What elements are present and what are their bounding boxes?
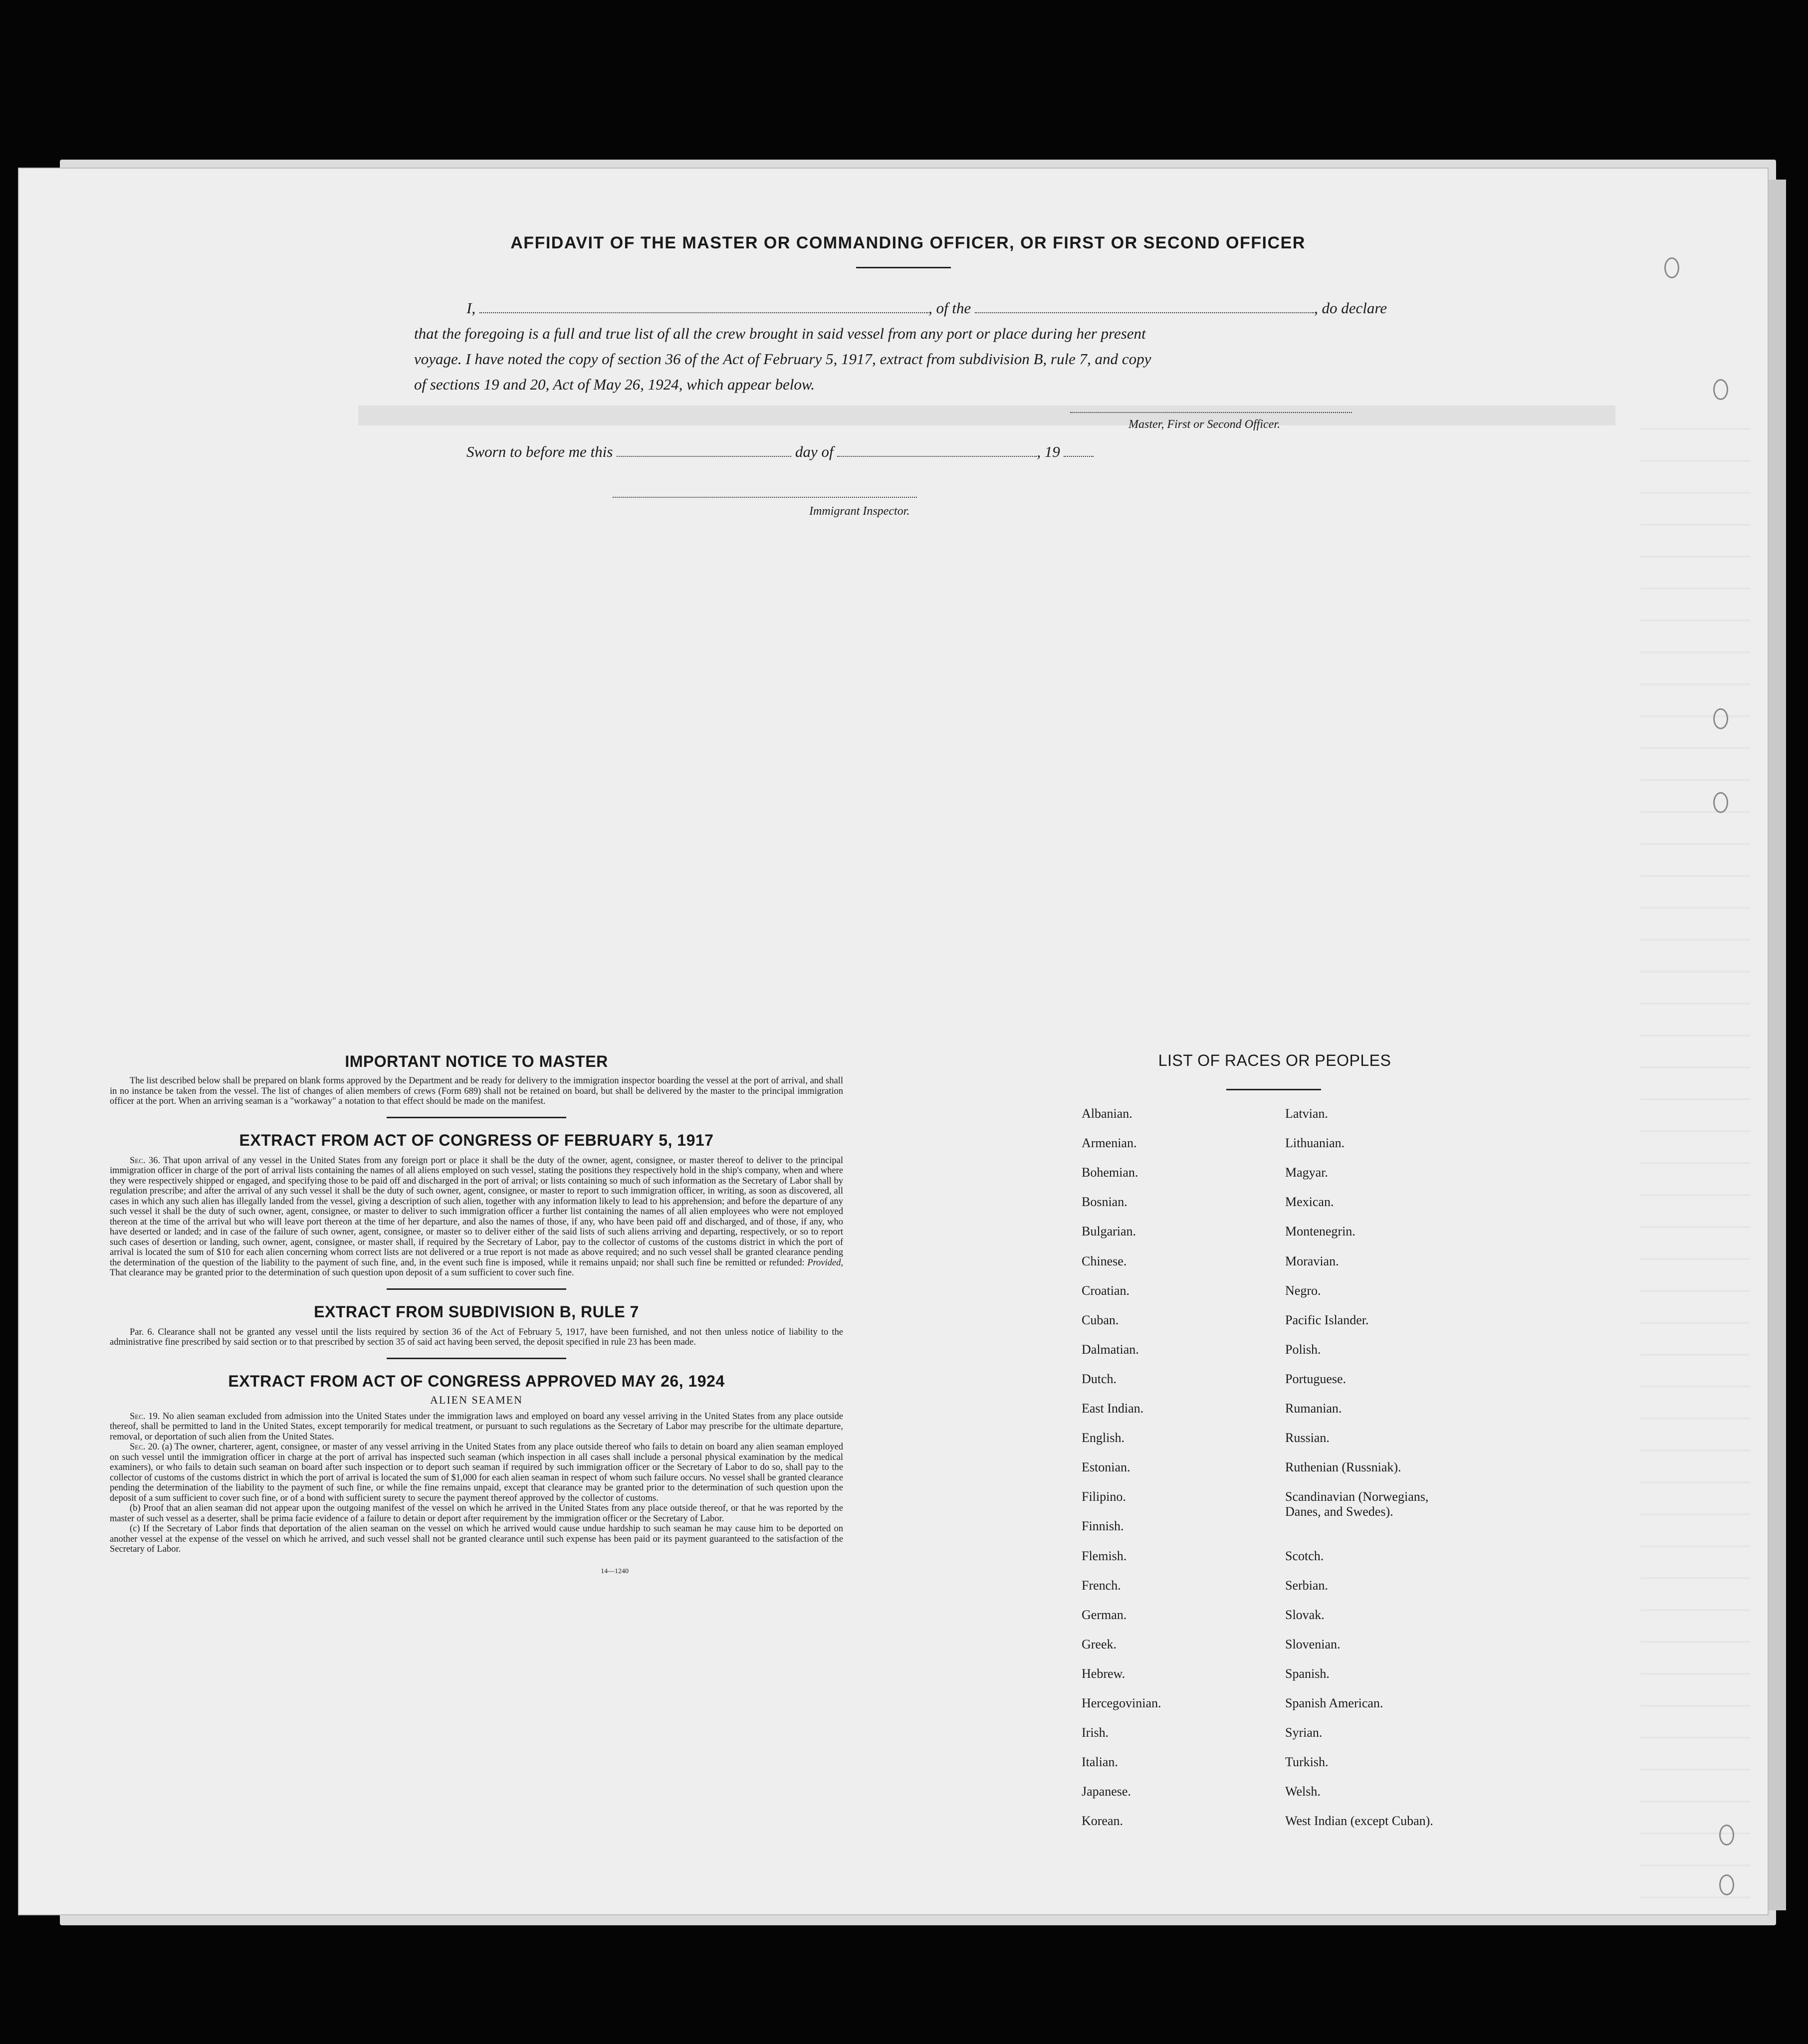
master-signature-line[interactable]: [1070, 412, 1352, 413]
race-item: Polish.: [1285, 1342, 1321, 1357]
race-item: Magyar.: [1285, 1165, 1328, 1180]
notice-body: The list described below shall be prepared on blank forms approved by the Department and be ready for delivery to the immigration inspector boarding the vessel at the port of arrival, and shall in no instance be taken from the vessel. The list of changes of alien members of crews (Form 689) shall not be retained on board, but shall be delivered by the master to the principal immigration officer at the port. When an arriving seaman is a "workaway" a notation to that effect should be made on the manifest.: [110, 1076, 843, 1106]
race-item: Bulgarian.: [1082, 1224, 1136, 1239]
alien-seamen-subtitle: ALIEN SEAMEN: [430, 1393, 523, 1406]
affidavit-line-4: of sections 19 and 20, Act of May 26, 1924, which appear below.: [414, 376, 815, 393]
extract-1917-body: [110, 1156, 843, 1278]
race-item: Syrian.: [1285, 1725, 1323, 1740]
race-item: Italian.: [1082, 1755, 1118, 1770]
race-item: Turkish.: [1285, 1755, 1329, 1770]
race-item: Montenegrin.: [1285, 1224, 1356, 1239]
binding-hole: [1713, 708, 1728, 729]
race-item: Finnish.: [1082, 1519, 1124, 1534]
declare-text: , do declare: [1314, 299, 1387, 317]
sec20c-body: (c) If the Secretary of Labor finds that deportation of the alien seaman on the vessel on which he arrived would cause undue hardship to such seaman he may cause him to be deported on another vessel at the expense of the vessel on which he arrived, and such vessel shall not be granted clearance until such expense has been paid or its payment guaranteed to the satisfaction of the Secretary of Labor.: [110, 1524, 843, 1554]
affidavit-line-1: [414, 295, 1387, 321]
race-item: French.: [1082, 1578, 1121, 1593]
race-item: Hebrew.: [1082, 1666, 1126, 1681]
affidavit-line-3: voyage. I have noted the copy of section 36 of the Act of February 5, 1917, extract from subdivision B, rule 7, and copy: [414, 350, 1151, 368]
race-item: Albanian.: [1082, 1106, 1132, 1121]
race-item: Filipino.: [1082, 1489, 1126, 1504]
year-prefix: , 19: [1037, 443, 1060, 460]
sec36-label: Sec. 36.: [130, 1155, 160, 1166]
race-item: Russian.: [1285, 1431, 1330, 1445]
title-underline: [856, 267, 951, 268]
proviso-word: Provided,: [807, 1257, 843, 1268]
race-item: Dutch.: [1082, 1371, 1117, 1386]
binding-hole: [1713, 379, 1728, 400]
race-item: East Indian.: [1082, 1401, 1144, 1416]
race-item: Chinese.: [1082, 1253, 1127, 1268]
race-item: Scandinavian (Norwegians, Danes, and Swedes).: [1285, 1489, 1429, 1519]
affidavit-title: AFFIDAVIT OF THE MASTER OR COMMANDING OFFICER, OR FIRST OR SECOND OFFICER: [510, 233, 1306, 252]
race-item: Welsh.: [1285, 1784, 1321, 1799]
inspector-signature-line[interactable]: [613, 497, 917, 498]
extract-1924-title: EXTRACT FROM ACT OF CONGRESS APPROVED MAY 26, 1924: [228, 1372, 725, 1390]
race-item: German.: [1082, 1607, 1127, 1622]
sec19-label: Sec. 19.: [130, 1411, 160, 1422]
affidavit-page: [19, 169, 1768, 1914]
race-item: Armenian.: [1082, 1136, 1137, 1151]
notice-column: [110, 1052, 843, 1576]
section-divider: [387, 1358, 566, 1359]
race-item: Estonian.: [1082, 1460, 1130, 1475]
race-item: Irish.: [1082, 1725, 1109, 1740]
section-divider: [387, 1288, 566, 1290]
race-item: Slovak.: [1285, 1607, 1325, 1622]
sec20a-text: (a) The owner, charterer, agent, consignee, or master of any vessel arriving in the United States from any place outside thereof who fails to detain on board any alien seaman employed on such vessel until the immigration officer in charge at the port of arrival has inspected such seaman (which inspection in all cases shall include a personal physical examination by the medical examiners), or who fails to detain such seaman on board after such inspection or to deport such seaman if required by such immigration officer or the Secretary of Labor to do so, shall pay to the collector of customs of the customs district in which the port of arrival is located the sum of $1,000 for each alien seaman in respect of whom such failure occurs. No vessel shall be granted clearance pending the determination of the liability to the payment of such fine, or while the fine remains unpaid, except that clearance may be granted prior to the determination of such question upon the deposit of a sum sufficient to cover such fine, or of a bond with sufficient surety to secure the payment thereof approved by the collector of customs.: [110, 1442, 843, 1503]
race-item: Dalmatian.: [1082, 1342, 1139, 1357]
sec20a-body: [110, 1442, 843, 1503]
section-divider: [387, 1117, 566, 1118]
declarant-prefix: I,: [466, 299, 476, 317]
races-title-underline: [1226, 1089, 1321, 1090]
sec20b-body: (b) Proof that an alien seaman did not appear upon the outgoing manifest of the vessel on which he arrived in the United States from any place outside thereof, or that he was reported by the master of such vessel as a deserter, shall be prima facie evidence of a failure to detain or deport after requirement by the immigration officer or the Secretary of Labor.: [110, 1503, 843, 1524]
bleed-through-header: [358, 406, 1615, 425]
master-caption: Master, First or Second Officer.: [1129, 418, 1280, 431]
race-item: Korean.: [1082, 1814, 1124, 1829]
race-item: Serbian.: [1285, 1578, 1328, 1593]
race-item: West Indian (except Cuban).: [1285, 1814, 1433, 1829]
race-item: Mexican.: [1285, 1195, 1334, 1210]
sec19-text: No alien seaman excluded from admission into the United States under the immigration laws and employed on board any vessel arriving in the United States from any place outside thereof, shall be permitted to land in the United States, except temporarily for medical treatment, or pursuant to such regulations as the Secretary of Labor may prescribe for the ultimate departure, removal, or deportation of such alien from the United States.: [110, 1411, 843, 1442]
day-of-label: day of: [795, 443, 834, 460]
sworn-year-field[interactable]: [1064, 443, 1094, 457]
race-item: Pacific Islander.: [1285, 1312, 1369, 1327]
race-item: Flemish.: [1082, 1548, 1127, 1563]
race-item: Bosnian.: [1082, 1195, 1128, 1210]
rule7-title: EXTRACT FROM SUBDIVISION B, RULE 7: [314, 1302, 639, 1321]
race-item: Croatian.: [1082, 1283, 1130, 1298]
race-item: Portuguese.: [1285, 1371, 1347, 1386]
affidavit-line-2: that the foregoing is a full and true list of all the crew brought in said vessel from any port or place during her present: [414, 325, 1146, 342]
sworn-prefix: Sworn to before me this: [466, 443, 613, 460]
race-item: Spanish American.: [1285, 1696, 1383, 1710]
rule7-body: Par. 6. Clearance shall not be granted any vessel until the lists required by section 36 of the Act of February 5, 1917, have been furnished, and not then unless notice of liability to the administrative fine prescribed by said section or to that prescribed by section 35 of said act having been served, the deposit specified in rule 23 has been made.: [110, 1327, 843, 1347]
race-item: Japanese.: [1082, 1784, 1131, 1799]
sec36-text: That upon arrival of any vessel in the United States from any foreign port or place it shall be the duty of the owner, agent, consignee, or master thereof to deliver to the principal immigration officer in charge of the port of arrival lists containing the names of all aliens employed on such vessel, stating the positions they respectively hold in the ship's company, when and where they were respectively shipped or engaged, and specifying those to be paid off and discharged in the port of arrival; or lists containing so much of such information as the Secretary of Labor shall by regulation prescribe; and after the arrival of any such vessel it shall be the duty of such owner, agent, consignee, or master to report to such immigration officer, in writing, as soon as discovered, all cases in which any such alien has illegally landed from the vessel, giving a description of such alien, together with any information likely to lead to his apprehension; and before the departure of any such vessel it shall be the duty of such owner, agent, consignee, or master to deliver to such immigration officer a further list containing the names of all alien employees who were not employed thereon at the time of the arrival but who will leave port thereon at the time of her departure, and also the names of those, if any, who have been paid off and discharged, and of those, if any, who have deserted or landed; and in case of the failure of such owner, agent, consignee, or master so to deliver either of the said lists of such aliens arriving and departing, respectively, or so to report such cases of desertion or landing, such owner, agent, consignee, or master shall, if required by the Secretary of Labor, pay to the collector of customs of the customs district in which the port of arrival is located the sum of $10 for each alien concerning whom correct lists are not delivered or a true report is not made as above required; and no such vessel shall be granted clearance pending the determination of the question of the liability to the payment of such fine, and, in the event such fine is imposed, while it remains unpaid; nor shall such fine be remitted or refunded:: [110, 1155, 843, 1268]
vessel-name-field[interactable]: [975, 299, 1314, 313]
race-item: Moravian.: [1285, 1253, 1339, 1268]
extract-1917-title: EXTRACT FROM ACT OF CONGRESS OF FEBRUARY 5, 1917: [239, 1131, 714, 1149]
races-title: LIST OF RACES OR PEOPLES: [1158, 1051, 1391, 1069]
declarant-name-field[interactable]: [479, 299, 928, 313]
binding-hole: [1713, 792, 1728, 813]
sec20-label: Sec. 20.: [130, 1442, 160, 1452]
race-item: Rumanian.: [1285, 1401, 1342, 1416]
notice-title: IMPORTANT NOTICE TO MASTER: [345, 1052, 608, 1070]
form-number: 14—1240: [601, 1567, 629, 1575]
binding-hole: [1719, 1874, 1734, 1895]
sworn-month-field[interactable]: [837, 443, 1037, 457]
race-item: Cuban.: [1082, 1312, 1119, 1327]
binding-hole: [1664, 257, 1679, 278]
sec36-tail: That clearance may be granted prior to the determination of such question upon deposit of a sum sufficient to cover such fine.: [110, 1268, 574, 1278]
race-item: Hercegovinian.: [1082, 1696, 1161, 1710]
race-item: Scotch.: [1285, 1548, 1324, 1563]
sworn-day-field[interactable]: [617, 443, 791, 457]
race-item: Negro.: [1285, 1283, 1321, 1298]
bleed-through-column: [1640, 398, 1750, 2044]
sworn-line: [466, 443, 1094, 461]
race-item: Ruthenian (Russniak).: [1285, 1460, 1401, 1475]
race-item: Bohemian.: [1082, 1165, 1138, 1180]
vessel-prefix: , of the: [928, 299, 971, 317]
race-item: Latvian.: [1285, 1106, 1328, 1121]
race-item: Slovenian.: [1285, 1636, 1341, 1651]
race-item: Spanish.: [1285, 1666, 1330, 1681]
inspector-caption: Immigrant Inspector.: [809, 505, 910, 518]
binding-hole: [1719, 1825, 1734, 1845]
race-item: English.: [1082, 1431, 1125, 1445]
race-item: Greek.: [1082, 1636, 1117, 1651]
affidavit-body: [414, 295, 1387, 397]
sec19-body: [110, 1412, 843, 1442]
race-item: Lithuanian.: [1285, 1136, 1345, 1151]
